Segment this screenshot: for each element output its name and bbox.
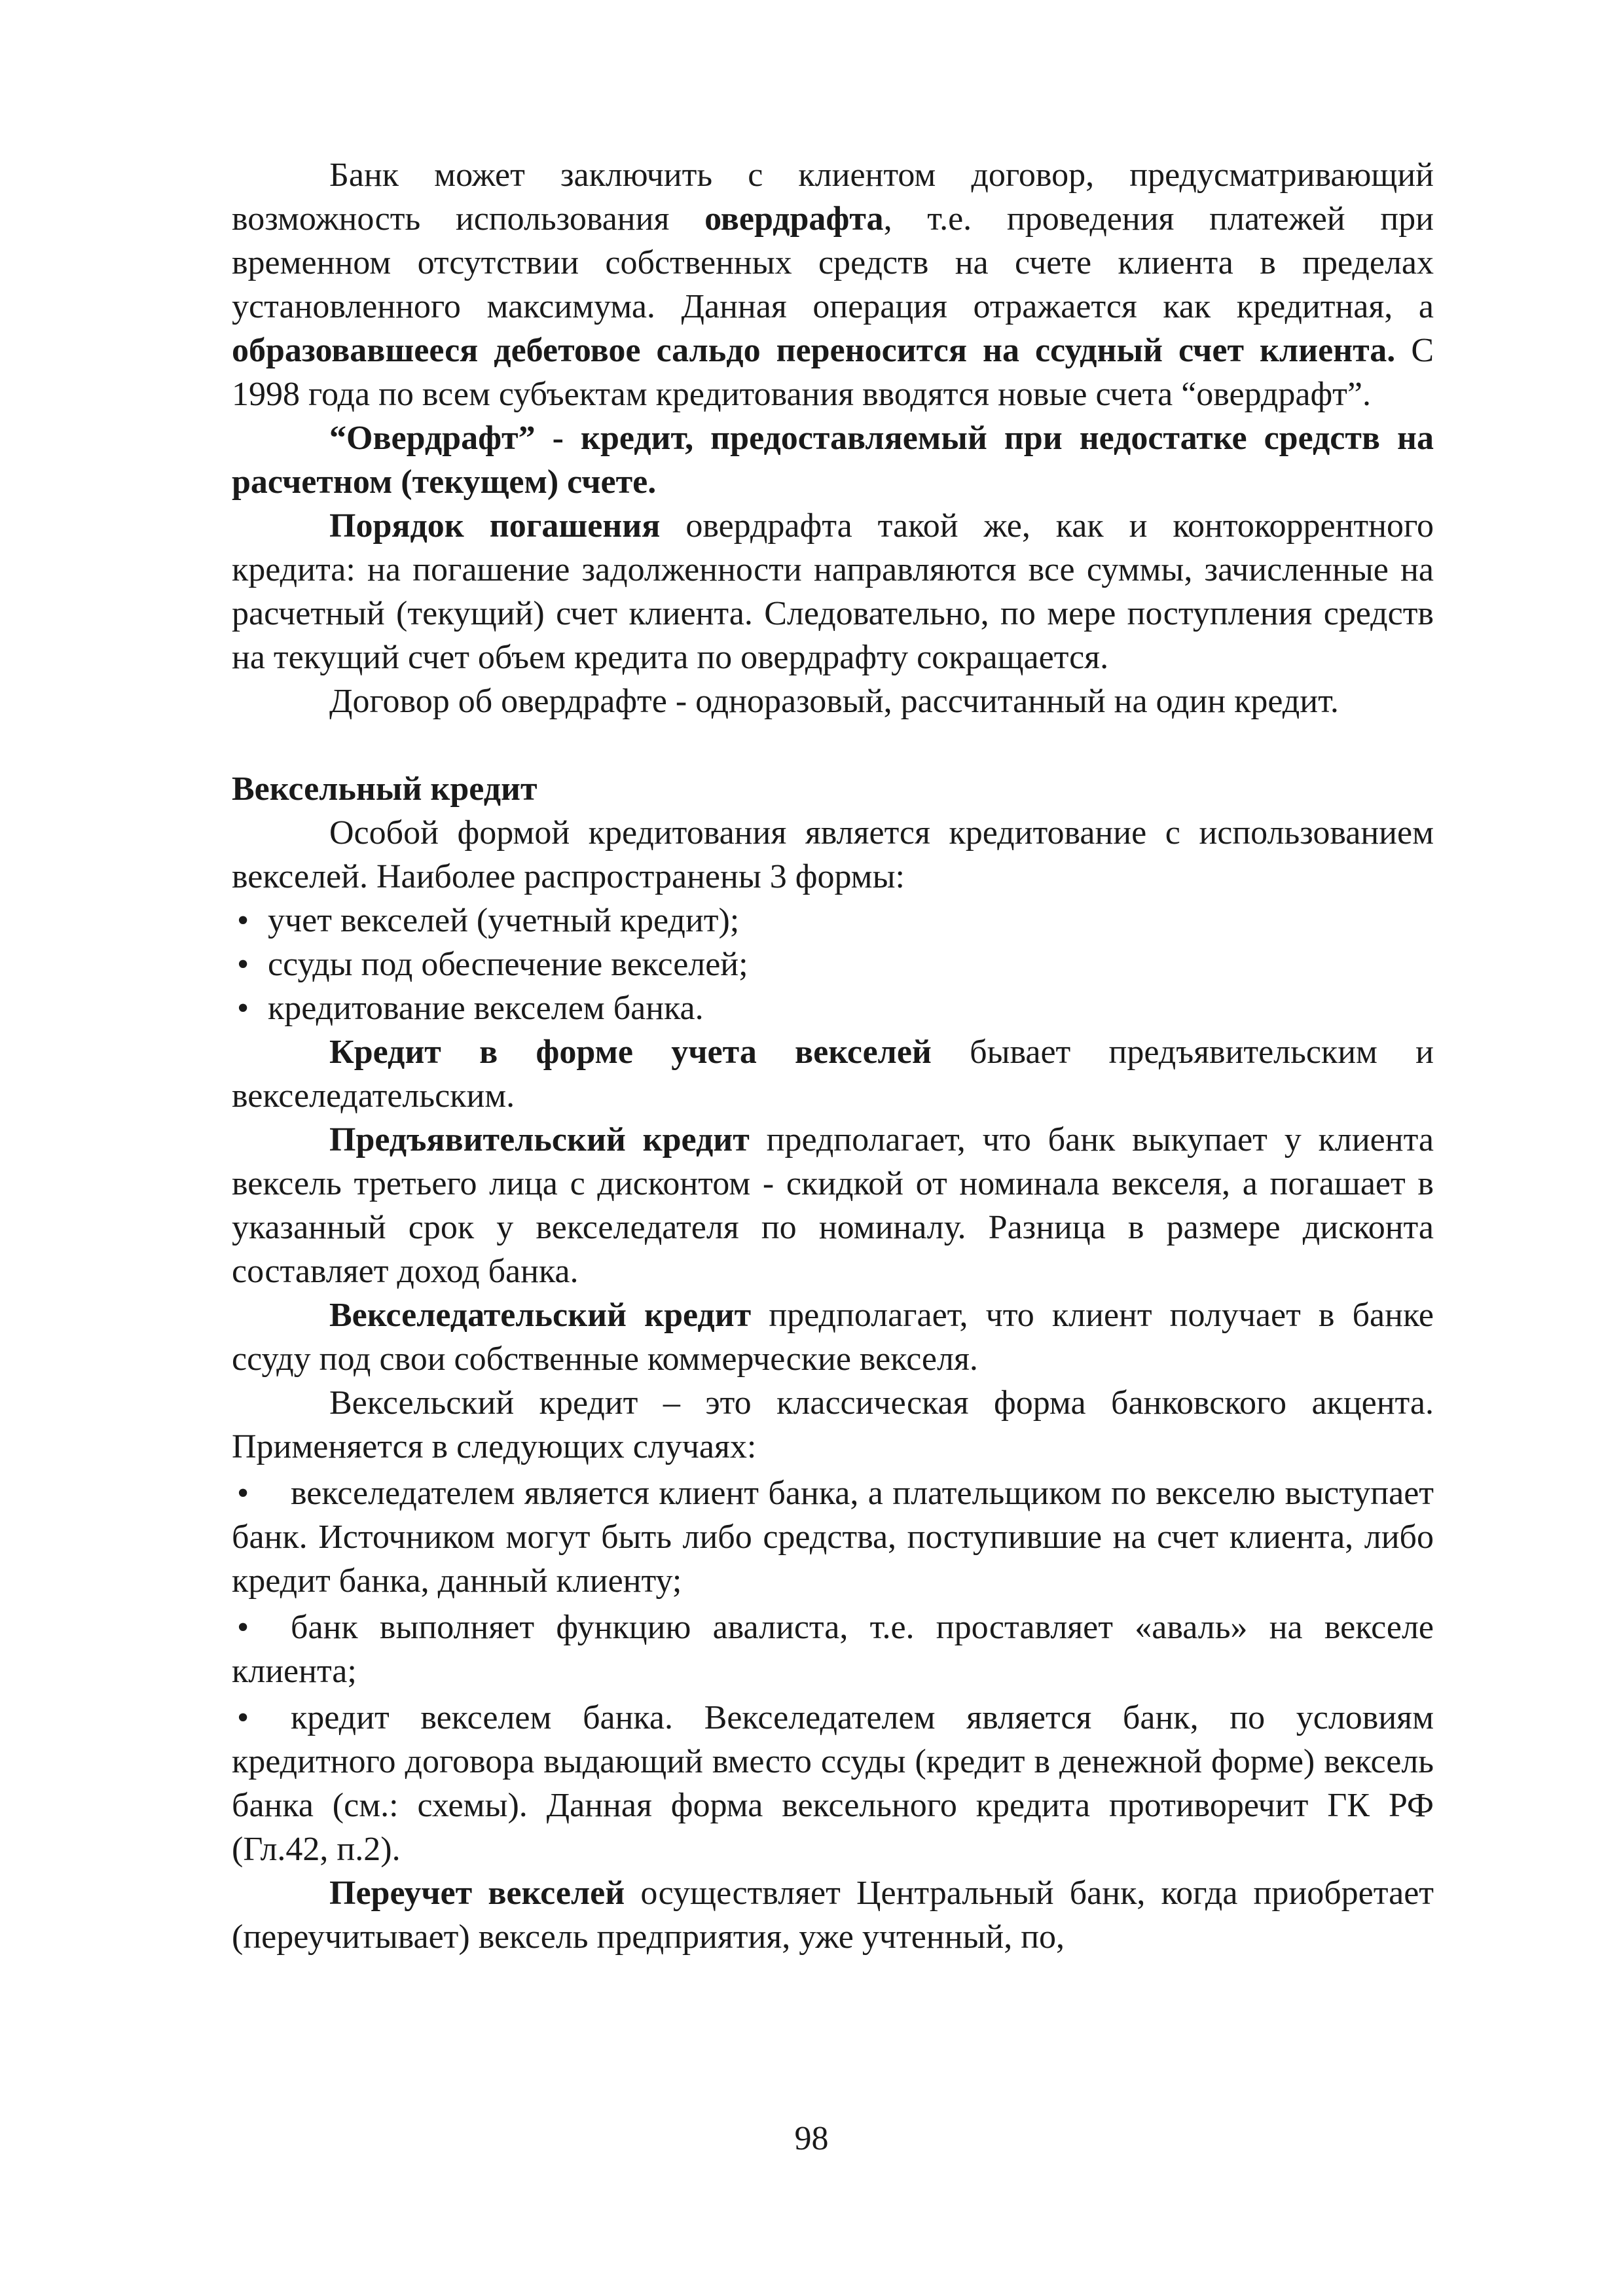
page-body — [232, 153, 1434, 1959]
list-item: • учет векселей (учетный кредит); — [232, 899, 1434, 942]
forms-list — [232, 899, 1434, 1030]
paragraph-bearer-credit: Предъявительский кредит предполагает, что банк выкупает у клиента вексель третьего лица с дисконтом - скидкой от номинала векселя, а погашает в указанный срок у векселедателя по номиналу. Разница в размере дисконта составляет доход банка. — [232, 1121, 1434, 1290]
page-number: 98 — [794, 2120, 829, 2157]
paragraph-rediscount: Переучет векселей осуществляет Центральный банк, когда приобретает (переучитывает) вексель предприятия, уже учтенный, по, — [232, 1874, 1434, 1956]
list-item: • ссуды под обеспечение векселей; — [232, 942, 1434, 986]
paragraph-overdraft-intro: Банк может заключить с клиентом договор, предусматривающий возможность использования овердрафта, т.е. проведения платежей при временном отсутствии собственных средств на счете клиента в пределах установленного максимума. Данная операция отражается как кредитная, а образовавшееся дебетовое сальдо переносится на ссудный счет клиента. С 1998 года по всем субъектам кредитования вводятся новые счета “овердрафт”. — [232, 156, 1434, 413]
list-item: • кредитование векселем банка. — [232, 986, 1434, 1030]
cases-list — [232, 1471, 1434, 1871]
paragraph-discount-credit: Кредит в форме учета векселей бывает предъявительским и векселедательским. — [232, 1033, 1434, 1115]
paragraph-drawer-credit: Векселедательский кредит предполагает, что клиент получает в банке ссуду под свои собственные коммерческие векселя. — [232, 1297, 1434, 1378]
paragraph-contract: Договор об овердрафте - одноразовый, рассчитанный на один кредит. — [329, 683, 1339, 720]
bullet-icon: • — [237, 1699, 249, 1736]
paragraph-classic-form: Вексельский кредит – это классическая форма банковского акцента. Применяется в следующих случаях: — [232, 1384, 1434, 1465]
paragraph-bill-credit-intro: Особой формой кредитования является кредитование с использованием векселей. Наиболее распространены 3 формы: — [232, 814, 1434, 895]
list-item: • кредит векселем банка. Векселедателем является банк, по условиям кредитного договора выдающий вместо ссуды (кредит в денежной форме) вексель банка (см.: схемы). Данная форма вексельного кредита противоречит ГК РФ (Гл.42, п.2). — [232, 1696, 1434, 1871]
paragraph-overdraft-definition: “Овердрафт” - кредит, предоставляемый при недостатке средств на расчетном (текущем) счете. — [232, 420, 1434, 501]
list-item: • векселедателем является клиент банка, а плательщиком по векселю выступает банк. Источником могут быть либо средства, поступившие на счет клиента, либо кредит банка, данный клиенту; — [232, 1471, 1434, 1603]
paragraph-repayment: Порядок погашения овердрафта такой же, как и контокоррентного кредита: на погашение задолженности направляются все суммы, зачисленные на расчетный (текущий) счет клиента. Следовательно, по мере поступления средств на текущий счет объем кредита по овердрафту сокращается. — [232, 507, 1434, 676]
section-heading: Вексельный кредит — [232, 770, 538, 808]
bullet-icon: • — [237, 1609, 249, 1646]
list-item: • банк выполняет функцию авалиста, т.е. проставляет «аваль» на векселе клиента; — [232, 1605, 1434, 1693]
bullet-icon: • — [237, 1475, 249, 1512]
